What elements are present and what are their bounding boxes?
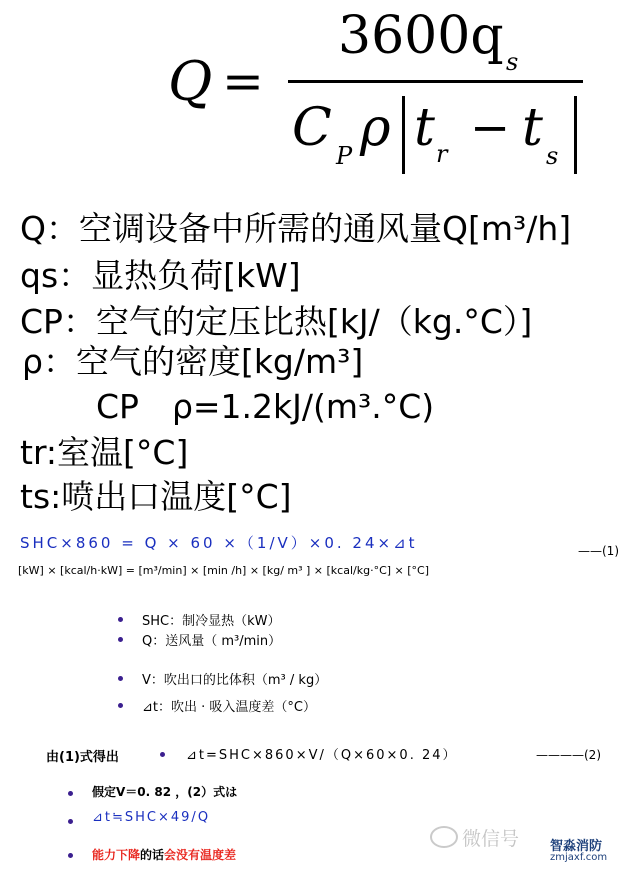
watermark-url: zmjaxf.com: [550, 852, 608, 863]
bullet-dot: [118, 703, 123, 708]
formula-den-t1: t: [414, 98, 435, 158]
def-cp: CP：空气的定压比热[kJ/（kg.°C）]: [20, 302, 533, 341]
conclusion: [92, 846, 236, 863]
def-cp-rho: CP ρ=1.2kJ/(m³.°C): [96, 387, 435, 426]
bullet-q: Q：送风量（ m³/min）: [142, 634, 282, 649]
def-rho: ρ：空气的密度[kg/m³]: [22, 342, 364, 381]
derive-label: 由(1)式得出: [46, 750, 119, 765]
formula-den-c-sub: P: [336, 142, 353, 170]
formula-lhs: Q: [168, 50, 213, 113]
formula-den-minus: −: [470, 100, 511, 156]
def-q: Q：空调设备中所需的通风量Q[m³/h]: [20, 209, 572, 248]
abs-bar-left: [402, 96, 405, 174]
formula-den-rho: ρ: [360, 98, 391, 158]
formula-den-t2-sub: s: [546, 142, 559, 170]
fraction-bar: [288, 80, 583, 83]
bullet-dot: [118, 617, 123, 622]
formula-den-t1-sub: r: [436, 140, 448, 168]
bullet-dot: [68, 853, 73, 858]
equation-1: SHC×860 = Q × 60 ×（1/V）×0. 24×⊿t: [20, 534, 418, 552]
def-ts: ts:喷出口温度[°C]: [20, 477, 292, 516]
derive-tag: ————(2): [536, 748, 601, 762]
formula-numerator: 3600q: [338, 6, 504, 66]
bullet-dot: [118, 676, 123, 681]
conclusion-red-2: 会没有温度差: [164, 848, 237, 862]
conclusion-black: 的话: [140, 848, 165, 862]
bullet-v: V：吹出口的比体积（m³ / kg）: [142, 673, 328, 688]
derive-equation: ⊿t=SHC×860×V/（Q×60×0. 24）: [186, 748, 458, 763]
def-tr: tr:室温[°C]: [20, 433, 189, 472]
watermark-right: 智淼消防: [550, 839, 603, 854]
formula-den-c: C: [292, 98, 332, 158]
formula-equals: =: [222, 52, 264, 110]
assumption: 假定V＝0. 82 ，(2）式は: [92, 785, 238, 799]
equation-1-tag: ——(1): [578, 544, 619, 558]
bullet-dot: [68, 791, 73, 796]
wechat-icon: [430, 826, 458, 848]
formula-den-t2: t: [522, 98, 543, 158]
conclusion-red-1: 能力下降: [92, 848, 141, 862]
abs-bar-right: [574, 96, 577, 174]
formula-numerator-sub: s: [506, 48, 519, 76]
def-qs: qs：显热负荷[kW]: [20, 256, 301, 295]
bullet-shc: SHC：制冷显热（kW）: [142, 614, 281, 629]
bullet-dt: ⊿t：吹出 · 吸入温度差（°C）: [142, 700, 316, 715]
equation-1-units: [kW] × [kcal/h·kW] = [m³/min] × [min /h] × [kg/ m³ ] × [kcal/kg·°C] × [°C]: [18, 564, 430, 577]
bullet-dot: [160, 752, 165, 757]
result-equation: ⊿t≒SHC×49/Q: [92, 810, 211, 825]
watermark-left: 微信号: [462, 828, 520, 850]
bullet-dot: [68, 819, 73, 824]
bullet-dot: [118, 637, 123, 642]
